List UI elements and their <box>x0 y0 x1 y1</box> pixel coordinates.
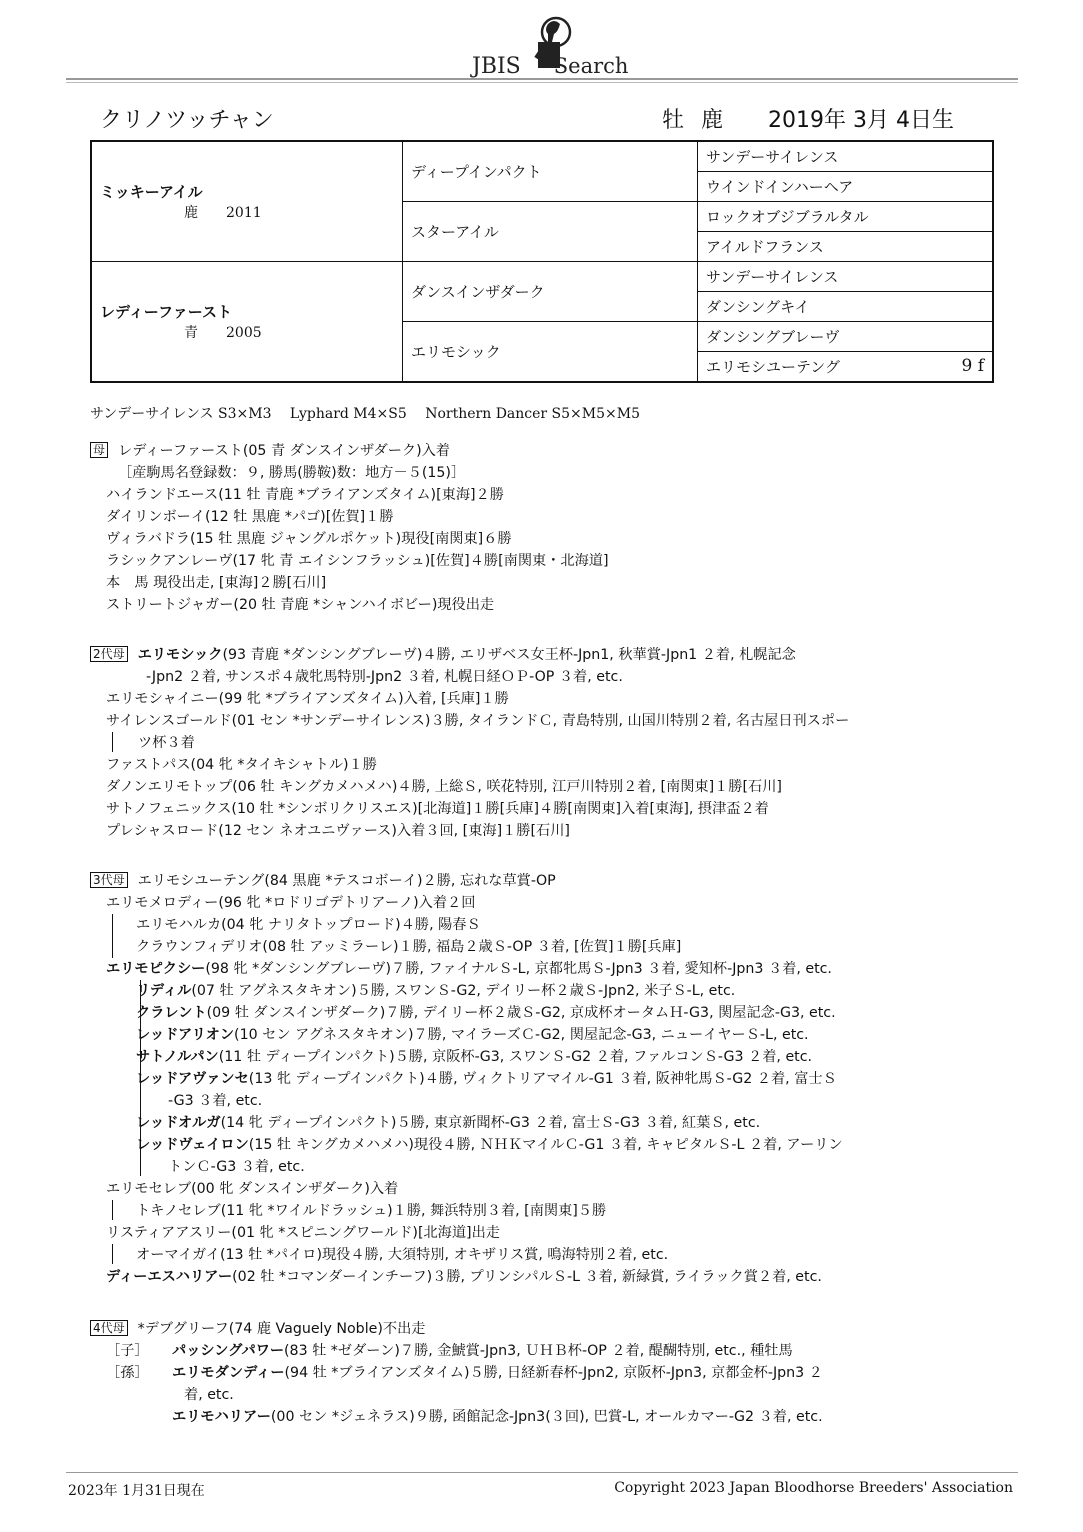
list-item-name: ディーエスハリアー <box>106 1269 233 1285</box>
list-item: (11 牡 ディープインパクト)５勝, 京阪杯-G3, スワンＳ-G2 ２着, ファルコンＳ-G3 ２着, etc. <box>218 1049 813 1065</box>
footer-copyright: Copyright 2023 Japan Bloodhorse Breeders' Association <box>614 1480 1013 1496</box>
pedigree-ssd: ウインドインハーヘア <box>698 172 994 202</box>
list-item: エリモメロディー(96 牝 *ロドリゴデトリアーノ)入着２回 <box>106 895 476 911</box>
list-item-name: リディル <box>136 983 192 999</box>
pedigree-dd: エリモシック <box>403 322 698 383</box>
logo-wordmark <box>472 54 628 79</box>
tree-line <box>112 1244 113 1264</box>
pedigree-sire <box>91 141 403 262</box>
pedigree-sd: スターアイル <box>403 202 698 262</box>
list-item: クラウンフィデリオ(08 牡 アッミラーレ)１勝, 福島２歳Ｓ-OP ３着, [佐賀]１勝[兵庫] <box>136 939 682 955</box>
list-item: サトノフェニックス(10 牡 *シンボリクリスエス)[北海道]１勝[兵庫]４勝[南関東]入着[東海], 摂津盃２着 <box>106 801 769 817</box>
sire-year: 2011 <box>226 205 262 221</box>
list-item: (98 牝 *ダンシングブレーヴ)７勝, ファイナルＳ-L, 京都牝馬Ｓ-Jpn3 ３着, 愛知杯-Jpn3 ３着, etc. <box>205 961 832 977</box>
logo-product: Search <box>553 54 629 78</box>
tag-dam: 母 <box>90 442 108 458</box>
list-item: (10 セン アグネスタキオン)７勝, マイラーズＣ-G2, 関屋記念-G3, ニューイヤーＳ-L, etc. <box>234 1027 809 1043</box>
list-item: トンＣ-G3 ３着, etc. <box>168 1159 305 1175</box>
pedigree-table <box>90 140 994 383</box>
list-item: ヴィラバドラ(15 牡 黒鹿 ジャングルポケット)現役[南関東]６勝 <box>106 531 512 547</box>
list-item-name: エリモダンディー <box>172 1365 285 1381</box>
second-dam-name: エリモシック <box>137 647 223 663</box>
list-item-name: クラレント <box>136 1005 207 1021</box>
list-item: (07 牡 アグネスタキオン)５勝, スワンＳ-G2, デイリー杯２歳Ｓ-Jpn2, 米子Ｓ-L, etc. <box>191 983 736 999</box>
section-third-dam <box>90 870 843 1288</box>
list-item-name: エリモハリアー <box>172 1409 271 1425</box>
section-dam <box>90 440 608 616</box>
pedigree-ds: ダンスインザダーク <box>403 262 698 322</box>
tag-second-dam: 2代母 <box>90 646 128 662</box>
family-number: 9 f <box>961 356 984 376</box>
list-item: トキノセレブ(11 牝 *ワイルドラッシュ)１勝, 舞浜特別３着, [南関東]５勝 <box>136 1203 607 1219</box>
list-item: ラシックアンレーヴ(17 牝 青 エイシンフラッシュ)[佐賀]４勝[南関東・北海道] <box>106 553 609 569</box>
dam-year: 2005 <box>226 325 262 341</box>
child-label: ［子］ <box>106 1343 149 1359</box>
tree-line <box>112 1200 113 1220</box>
list-item: ダイリンボーイ(12 牡 黒鹿 *パゴ)[佐賀]１勝 <box>106 509 394 525</box>
pedigree-sss: サンデーサイレンス <box>698 141 994 172</box>
horse-birth: 2019年 3月 4日生 <box>768 108 955 133</box>
list-item-name: パッシングパワー <box>172 1343 285 1359</box>
list-item: リスティアアスリー(01 牝 *スピニングワールド)[北海道]出走 <box>106 1225 500 1241</box>
tag-fourth-dam: 4代母 <box>90 1320 128 1336</box>
third-dam-record: エリモシユーテング(84 黒鹿 *テスコボーイ)２勝, 忘れな草賞-OP <box>137 873 556 889</box>
list-item: (02 牡 *コマンダーインチーフ)３勝, プリンシパルＳ-L ３着, 新緑賞, ライラック賞２着, etc. <box>232 1269 822 1285</box>
inbreeding-line: サンデーサイレンス S3×M3 Lyphard M4×S5 Northern Dancer S5×M5×M5 <box>90 406 640 422</box>
tree-line <box>112 914 113 958</box>
horse-name: クリノツッチャン <box>100 108 274 133</box>
list-item: エリモハルカ(04 牝 ナリタトップロード)４勝, 陽春Ｓ <box>136 917 481 933</box>
sire-name: ミッキーアイル <box>100 183 203 201</box>
list-item: (15 牡 キングカメハメハ)現役４勝, ＮＨＫマイルＣ-G1 ３着, キャピタルＳ-L ２着, アーリン <box>248 1137 843 1153</box>
list-item: ファストパス(04 牝 *タイキシャトル)１勝 <box>106 757 377 773</box>
list-item-name: レッドアヴァンセ <box>136 1071 249 1087</box>
footer-rule <box>66 1472 1018 1473</box>
list-item: レディーファースト(05 青 ダンスインザダーク)入着 <box>118 443 450 459</box>
pedigree-dds: ダンシングブレーヴ <box>698 322 994 352</box>
list-item: -Jpn2 ２着, サンスポ４歳牝馬特別-Jpn2 ３着, 札幌日経ＯＰ-OP ３着, etc. <box>146 669 623 685</box>
list-item: オーマイガイ(13 牡 *パイロ)現役４勝, 大須特別, オキザリス賞, 鳴海特別２着, etc. <box>136 1247 669 1263</box>
list-item: ツ杯３着 <box>138 735 195 751</box>
fourth-dam-record: *デブグリーフ(74 鹿 Vaguely Noble)不出走 <box>137 1321 426 1337</box>
list-item-name: レッドヴェイロン <box>136 1137 249 1153</box>
list-item: 着, etc. <box>184 1387 234 1403</box>
list-item: ダノンエリモトップ(06 牡 キングカメハメハ)４勝, 上総Ｓ, 咲花特別, 江戸川特別２着, [南関東]１勝[石川] <box>106 779 782 795</box>
second-dam-record: (93 青鹿 *ダンシングブレーヴ)４勝, エリザベス女王杯-Jpn1, 秋華賞-Jpn1 ２着, 札幌記念 <box>222 647 796 663</box>
horse-sex: 牡 <box>662 108 685 133</box>
list-item: (00 セン *ジェネラス)９勝, 函館記念-Jpn3(３回), 巴賞-L, オールカマー-G2 ３着, etc. <box>270 1409 823 1425</box>
list-item: ストリートジャガー(20 牡 青鹿 *シャンハイボビー)現役出走 <box>106 597 495 613</box>
list-item: サイレンスゴールド(01 セン *サンデーサイレンス)３勝, タイランドＣ, 青島特別, 山国川特別２着, 名古屋日刊スポー <box>106 713 850 729</box>
section-second-dam <box>90 644 849 842</box>
list-item: -G3 ３着, etc. <box>168 1093 263 1109</box>
pedigree-sds: ロックオブジブラルタル <box>698 202 994 232</box>
list-item-name: レッドオルガ <box>136 1115 221 1131</box>
sire-color: 鹿 <box>184 205 198 221</box>
list-item: (14 牝 ディープインパクト)５勝, 東京新聞杯-G3 ２着, 富士Ｓ-G3 ３着, 紅葉Ｓ, etc. <box>220 1115 761 1131</box>
pedigree-ddd <box>698 352 994 383</box>
list-item: ハイランドエース(11 牡 青鹿 *ブライアンズタイム)[東海]２勝 <box>106 487 504 503</box>
tag-third-dam: 3代母 <box>90 872 128 888</box>
list-item: (83 牡 *ゼダーン)７勝, 金鯱賞-Jpn3, ＵＨＢ杯-OP ２着, 醍醐特別, etc., 種牡馬 <box>284 1343 793 1359</box>
list-item: (09 牡 ダンスインザダーク)７勝, デイリー杯２歳Ｓ-G2, 京成杯オータムＨ-G3, 関屋記念-G3, etc. <box>206 1005 836 1021</box>
header-rule-thin <box>66 82 1018 83</box>
list-item-name: サトノルパン <box>136 1049 219 1065</box>
logo-brand: JBIS <box>472 54 521 79</box>
list-item-name: エリモピクシー <box>106 961 206 977</box>
pedigree-sdd: アイルドフランス <box>698 232 994 262</box>
list-item: 本 馬 現役出走, [東海]２勝[石川] <box>106 575 327 591</box>
footer-date: 2023年 1月31日現在 <box>68 1483 205 1499</box>
horse-info <box>662 103 964 134</box>
tree-line <box>140 980 141 1176</box>
pedigree-dam <box>91 262 403 383</box>
list-item: エリモシャイニー(99 牝 *ブライアンズタイム)入着, [兵庫]１勝 <box>106 691 509 707</box>
dam-color: 青 <box>184 325 198 341</box>
list-item: プレシャスロード(12 セン ネオユニヴァース)入着３回, [東海]１勝[石川] <box>106 823 570 839</box>
tree-line <box>112 732 113 752</box>
pedigree-dsd: ダンシングキイ <box>698 292 994 322</box>
grandchild-label: ［孫］ <box>106 1365 149 1381</box>
dam-name: レディーファースト <box>100 303 233 321</box>
pedigree-ss: ディープインパクト <box>403 141 698 202</box>
list-item: (13 牝 ディープインパクト)４勝, ヴィクトリアマイル-G1 ３着, 阪神牝馬Ｓ-G2 ２着, 富士Ｓ <box>248 1071 837 1087</box>
list-item: エリモセレブ(00 牝 ダンスインザダーク)入着 <box>106 1181 399 1197</box>
ddd-name: エリモシユーテング <box>706 358 840 376</box>
list-item: ［産駒馬名登録数：９, 勝馬(勝鞍)数：地方－５(15)］ <box>118 465 466 481</box>
section-fourth-dam <box>90 1318 823 1428</box>
header-rule <box>66 78 1018 80</box>
list-item: (94 牡 *ブライアンズタイム)５勝, 日経新春杯-Jpn2, 京阪杯-Jpn3, 京都金杯-Jpn3 ２ <box>284 1365 823 1381</box>
header-logo <box>0 10 1083 79</box>
horse-color: 鹿 <box>701 108 724 133</box>
list-item-name: レッドアリオン <box>136 1027 235 1043</box>
pedigree-dss: サンデーサイレンス <box>698 262 994 292</box>
